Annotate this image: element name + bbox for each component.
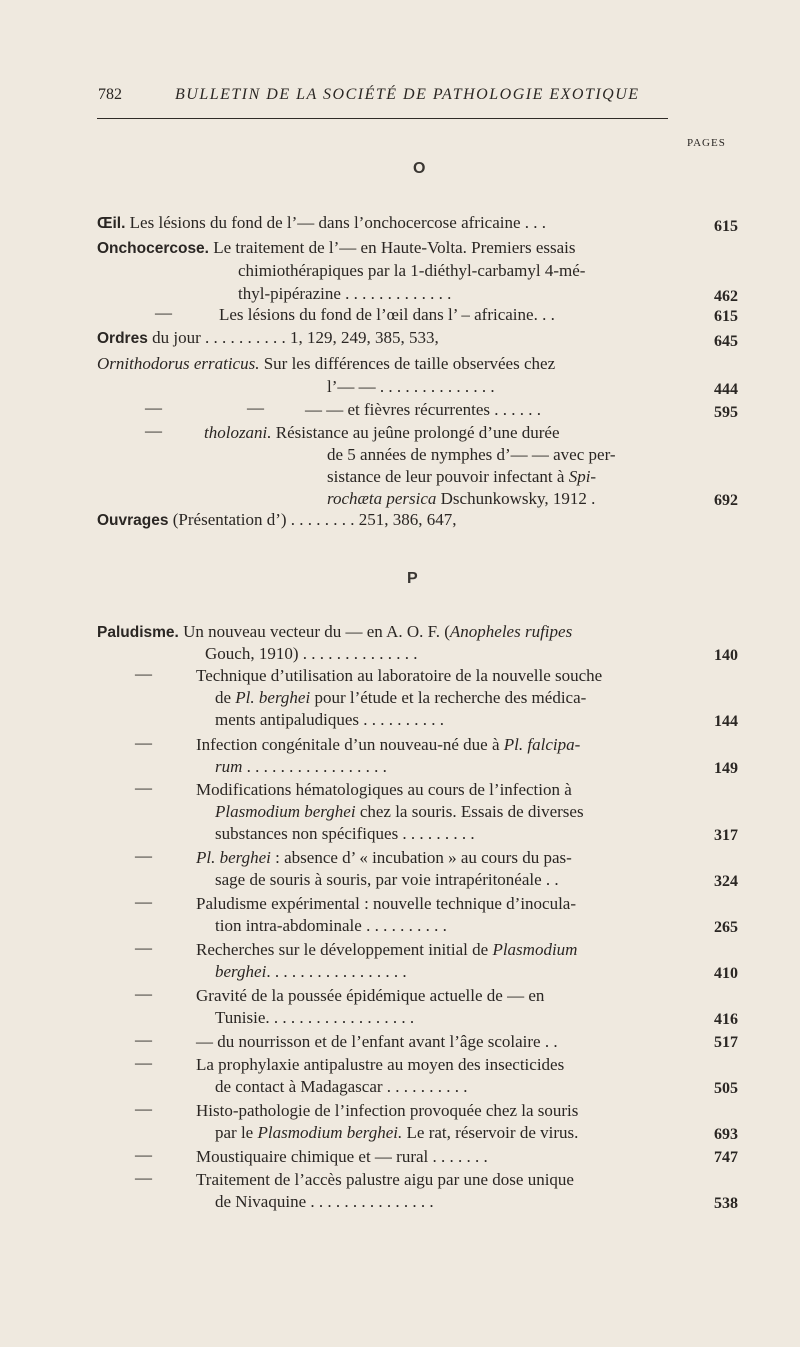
entry-onchocercose: Onchocercose. Le traitement de l’— en Haute-Volta. Premiers essais xyxy=(97,238,576,257)
ditto-dash: — xyxy=(135,892,152,911)
ditto-dash: — xyxy=(135,984,152,1003)
entry-line: Paludisme expérimental : nouvelle technique d’inocula- xyxy=(196,894,577,913)
ditto-dash: — xyxy=(135,1168,152,1187)
entry-line: substances non spécifiques . . . . . . . . . xyxy=(215,824,475,843)
page-ref: 324 xyxy=(714,873,738,890)
entry-line: Gouch, 1910) . . . . . . . . . . . . . . xyxy=(205,644,418,663)
page-ref: 747 xyxy=(714,1149,738,1166)
entry-keyword: Ouvrages xyxy=(97,512,169,529)
page-ref: 517 xyxy=(714,1034,738,1051)
page-number: 782 xyxy=(98,86,122,103)
page-ref: 416 xyxy=(714,1011,738,1028)
entry-line: rum . . . . . . . . . . . . . . . . . xyxy=(215,757,387,776)
ditto-dash: — xyxy=(135,733,152,752)
ditto-dash: — xyxy=(135,778,152,797)
running-title: BULLETIN DE LA SOCIÉTÉ DE PATHOLOGIE EXOTIQUE xyxy=(175,86,640,103)
entry-line: chimiothérapiques par la 1-diéthyl-carbamyl 4-mé- xyxy=(238,261,586,280)
section-letter-p: P xyxy=(407,570,418,587)
entry-line: ments antipaludiques . . . . . . . . . . xyxy=(215,710,445,729)
entry-line: — du nourrisson et de l’enfant avant l’âge scolaire . . xyxy=(196,1032,558,1051)
page-ref: 140 xyxy=(714,647,738,664)
ditto-dash: — xyxy=(135,938,152,957)
entry-keyword: Ordres xyxy=(97,330,148,347)
entry-line: de Pl. berghei pour l’étude et la recherche des médica- xyxy=(215,688,587,707)
entry-ordres: Ordres du jour . . . . . . . . . . 1, 129, 249, 385, 533, xyxy=(97,328,439,347)
entry-line: de Nivaquine . . . . . . . . . . . . . . . xyxy=(215,1192,434,1211)
entry-line: sistance de leur pouvoir infectant à Spi- xyxy=(327,467,597,486)
entry-line: Les lésions du fond de l’œil dans l’ – africaine. . . xyxy=(219,305,555,324)
page-ref: 410 xyxy=(714,965,738,982)
ditto-dash: — xyxy=(135,1053,152,1072)
page-ref: 317 xyxy=(714,827,738,844)
entry-line: sage de souris à souris, par voie intrapéritonéale . . xyxy=(215,870,559,889)
entry-line: tion intra-abdominale . . . . . . . . . . xyxy=(215,916,447,935)
ditto-dash: — xyxy=(135,1145,152,1164)
page-ref: 265 xyxy=(714,919,738,936)
pages-column-label: PAGES xyxy=(687,137,726,149)
page-ref: 538 xyxy=(714,1195,738,1212)
page-ref: 615 xyxy=(714,218,738,235)
page-ref: 444 xyxy=(714,381,738,398)
entry-line: — — et fièvres récurrentes . . . . . . xyxy=(305,400,542,419)
ditto-dash: — xyxy=(145,421,162,440)
entry-line: rochæta persica Dschunkowsky, 1912 . xyxy=(327,489,596,508)
entry-line: Moustiquaire chimique et — rural . . . . . . . xyxy=(196,1147,488,1166)
entry-line: Pl. berghei : absence d’ « incubation » au cours du pas- xyxy=(196,848,572,867)
page-ref: 505 xyxy=(714,1080,738,1097)
page-ref: 149 xyxy=(714,760,738,777)
ditto-dash: — xyxy=(135,846,152,865)
entry-line: Gravité de la poussée épidémique actuelle de — en xyxy=(196,986,545,1005)
page-ref: 595 xyxy=(714,404,738,421)
entry-line: La prophylaxie antipalustre au moyen des insecticides xyxy=(196,1055,565,1074)
page-ref: 462 xyxy=(714,288,738,305)
entry-line: de contact à Madagascar . . . . . . . . . . xyxy=(215,1077,468,1096)
entry-line: Traitement de l’accès palustre aigu par une dose unique xyxy=(196,1170,574,1189)
entry-keyword: Onchocercose. xyxy=(97,240,209,257)
page-ref: 693 xyxy=(714,1126,738,1143)
ditto-dash: — xyxy=(155,303,172,322)
entry-line: Histo-pathologie de l’infection provoquée chez la souris xyxy=(196,1101,579,1120)
entry-line: Technique d’utilisation au laboratoire de la nouvelle souche xyxy=(196,666,603,685)
entry-line: Plasmodium berghei chez la souris. Essais de diverses xyxy=(215,802,584,821)
entry-line: berghei. . . . . . . . . . . . . . . . . xyxy=(215,962,407,981)
entry-ouvrages: Ouvrages (Présentation d’) . . . . . . . . 251, 386, 647, xyxy=(97,510,457,529)
section-letter-o: O xyxy=(413,160,426,177)
entry-line: thyl-pipérazine . . . . . . . . . . . . . xyxy=(238,284,452,303)
entry-line: l’— — . . . . . . . . . . . . . . xyxy=(327,377,495,396)
header-rule xyxy=(97,118,668,119)
ditto-dash: — xyxy=(247,398,264,417)
entry-line: par le Plasmodium berghei. Le rat, réservoir de virus. xyxy=(215,1123,579,1142)
ditto-dash: — xyxy=(145,398,162,417)
ditto-dash: — xyxy=(135,1030,152,1049)
page-ref: 144 xyxy=(714,713,738,730)
entry-keyword: Paludisme. xyxy=(97,624,179,641)
ditto-dash: — xyxy=(135,1099,152,1118)
entry-oeil: Œil. Les lésions du fond de l’— dans l’onchocercose africaine . . . xyxy=(97,213,547,232)
entry-line: Modifications hématologiques au cours de l’infection à xyxy=(196,780,572,799)
entry-line: Recherches sur le développement initial de Plasmodium xyxy=(196,940,578,959)
entry-ornithodorus: Ornithodorus erraticus. Sur les différences de taille observées chez xyxy=(97,354,556,373)
page-ref: 692 xyxy=(714,492,738,509)
entry-keyword: Œil. xyxy=(97,215,126,232)
page-ref: 615 xyxy=(714,308,738,325)
entry-line: Tunisie. . . . . . . . . . . . . . . . . . xyxy=(215,1008,415,1027)
entry-tholozani: tholozani. Résistance au jeûne prolongé d’une durée xyxy=(204,423,560,442)
entry-keyword: Ornithodorus erraticus. xyxy=(97,354,260,373)
entry-paludisme: Paludisme. Un nouveau vecteur du — en A. O. F. (Anopheles rufipes xyxy=(97,622,573,641)
entry-line: Infection congénitale d’un nouveau-né due à Pl. falcipa- xyxy=(196,735,581,754)
page-ref: 645 xyxy=(714,333,738,350)
ditto-dash: — xyxy=(135,664,152,683)
entry-line: de 5 années de nymphes d’— — avec per- xyxy=(327,445,616,464)
